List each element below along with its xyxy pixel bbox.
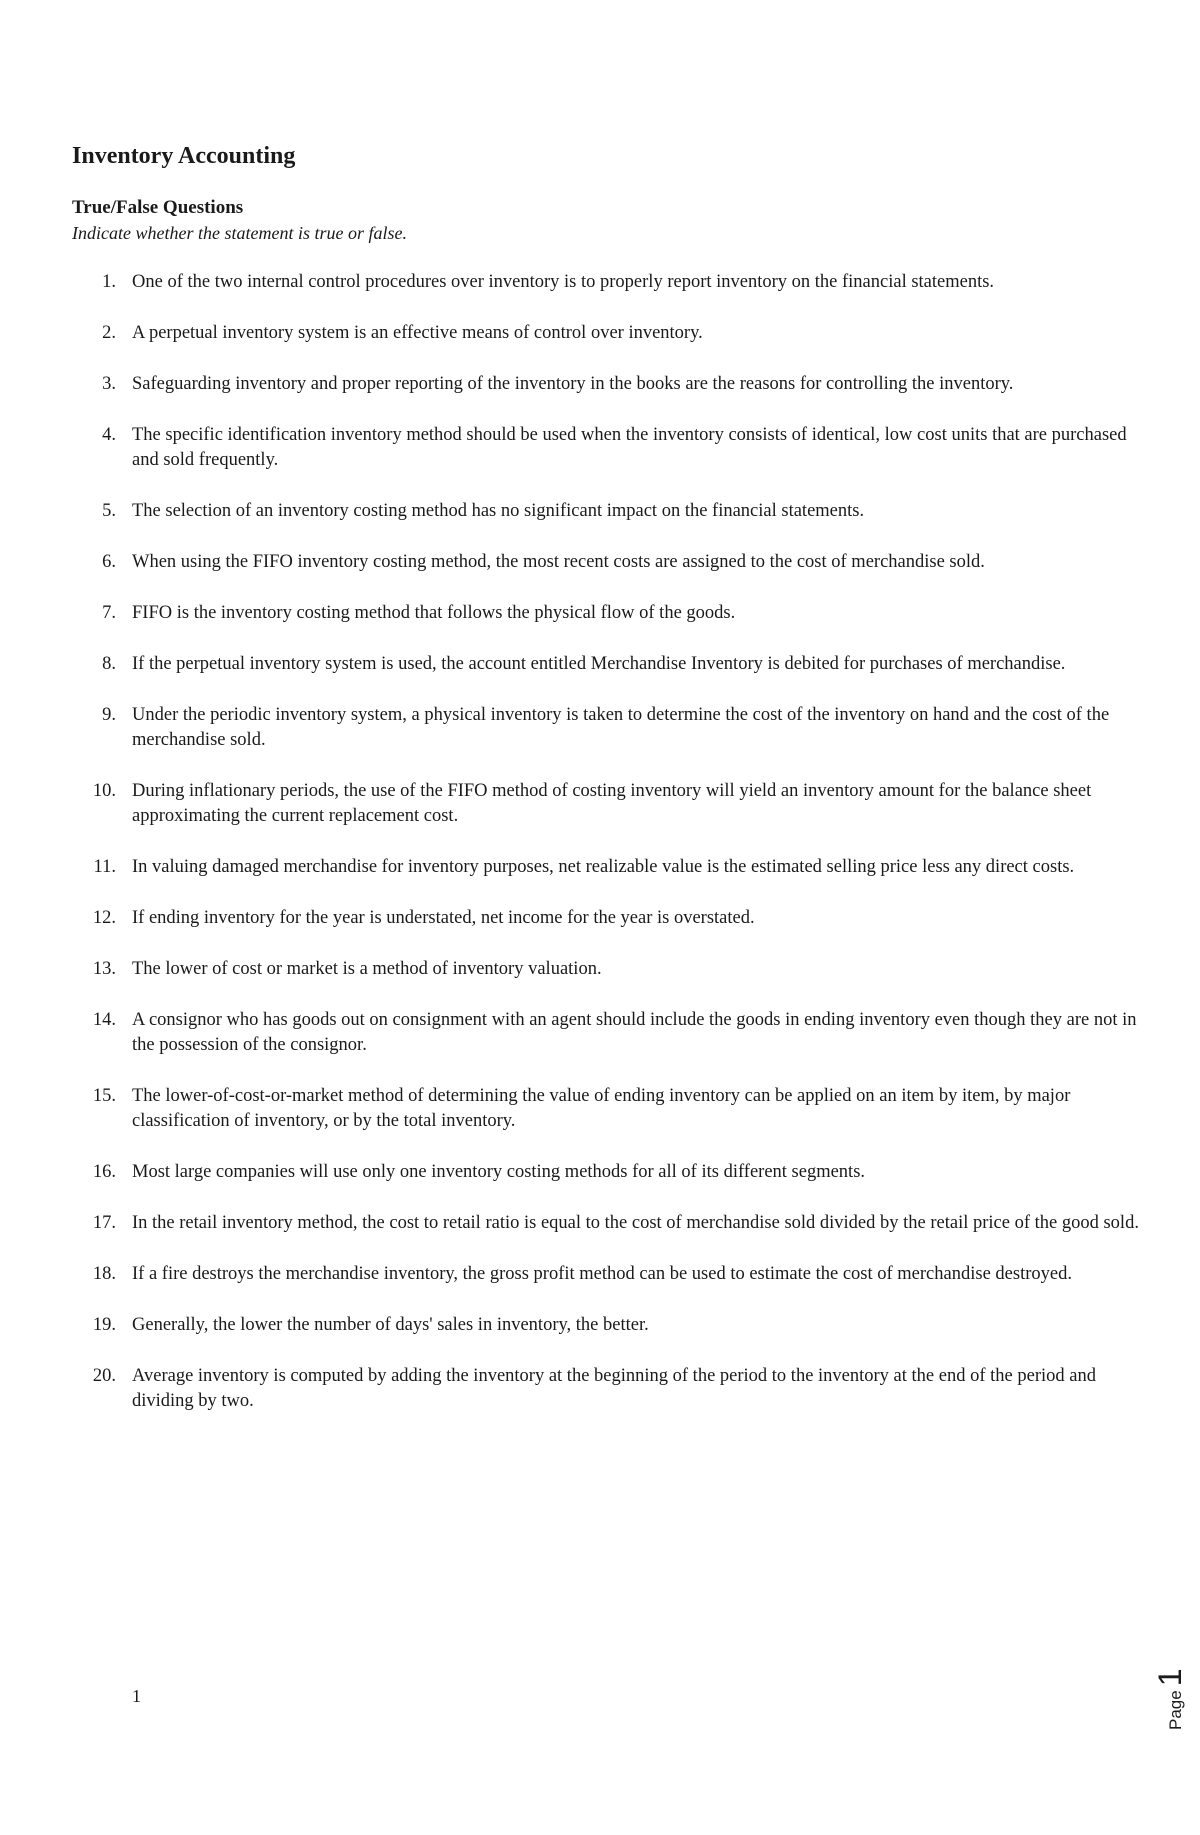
question-item bbox=[72, 1211, 1142, 1236]
question-number: 12. bbox=[92, 908, 116, 928]
question-number: 15. bbox=[92, 1086, 116, 1106]
question-item bbox=[72, 957, 1142, 982]
question-item bbox=[72, 1313, 1142, 1338]
question-text: During inflationary periods, the use of the FIFO method of costing inventory will yield an inventory amount for the balance sheet approximating the current replacement cost. bbox=[132, 781, 1092, 826]
question-number: 10. bbox=[92, 781, 116, 801]
question-item bbox=[72, 1160, 1142, 1185]
question-text: If the perpetual inventory system is used, the account entitled Merchandise Inventory is debited for purchases of merchandise. bbox=[132, 654, 1066, 674]
question-text: The specific identification inventory method should be used when the inventory consists of identical, low cost units that are purchased and sold frequently. bbox=[132, 425, 1127, 470]
question-number: 4. bbox=[102, 425, 116, 445]
side-page-label-group bbox=[1152, 1669, 1189, 1731]
question-text: A consignor who has goods out on consignment with an agent should include the goods in ending inventory even though they are not in the possession of the consignor. bbox=[132, 1010, 1137, 1055]
question-text: FIFO is the inventory costing method that follows the physical flow of the goods. bbox=[132, 603, 736, 623]
question-number: 18. bbox=[92, 1264, 116, 1284]
question-number: 17. bbox=[92, 1213, 116, 1233]
question-number: 9. bbox=[102, 705, 116, 725]
question-text: The selection of an inventory costing method has no significant impact on the financial statements. bbox=[132, 501, 865, 521]
side-page-label: Page bbox=[1166, 1690, 1185, 1730]
question-text: One of the two internal control procedures over inventory is to properly report inventory on the financial statements. bbox=[132, 272, 995, 292]
question-number: 20. bbox=[92, 1366, 116, 1386]
question-number: 8. bbox=[102, 654, 116, 674]
question-number: 2. bbox=[102, 323, 116, 343]
question-item bbox=[72, 1262, 1142, 1287]
question-number: 7. bbox=[102, 603, 116, 623]
question-text: The lower-of-cost-or-market method of determining the value of ending inventory can be applied on an item by item, by major classification of inventory, or by the total inventory. bbox=[132, 1086, 1071, 1131]
question-number: 5. bbox=[102, 501, 116, 521]
question-item bbox=[72, 270, 1142, 295]
question-item bbox=[72, 779, 1142, 829]
question-text: In the retail inventory method, the cost to retail ratio is equal to the cost of merchandise sold divided by the retail price of the good sold. bbox=[132, 1213, 1139, 1233]
side-page-number: 1 bbox=[1152, 1668, 1188, 1687]
side-page-marker bbox=[1140, 1620, 1200, 1730]
question-item bbox=[72, 423, 1142, 473]
question-text: The lower of cost or market is a method of inventory valuation. bbox=[132, 959, 602, 979]
question-item bbox=[72, 1008, 1142, 1058]
question-number: 11. bbox=[93, 857, 116, 877]
footer-page-number: 1 bbox=[132, 1686, 141, 1706]
question-item bbox=[72, 499, 1142, 524]
question-item bbox=[72, 601, 1142, 626]
question-number: 14. bbox=[92, 1010, 116, 1030]
question-list bbox=[72, 270, 1142, 1440]
question-item bbox=[72, 855, 1142, 880]
instructions-text: Indicate whether the statement is true or false. bbox=[72, 223, 407, 243]
section-title: True/False Questions bbox=[72, 197, 244, 218]
document-title: Inventory Accounting bbox=[72, 143, 296, 169]
question-text: A perpetual inventory system is an effective means of control over inventory. bbox=[132, 323, 703, 343]
question-item bbox=[72, 1084, 1142, 1134]
question-text: Safeguarding inventory and proper reporting of the inventory in the books are the reasons for controlling the inventory. bbox=[132, 374, 1014, 394]
question-number: 3. bbox=[102, 374, 116, 394]
question-item bbox=[72, 321, 1142, 346]
question-text: If ending inventory for the year is understated, net income for the year is overstated. bbox=[132, 908, 755, 928]
question-text: In valuing damaged merchandise for inventory purposes, net realizable value is the estimated selling price less any direct costs. bbox=[132, 857, 1075, 877]
question-item bbox=[72, 550, 1142, 575]
question-item bbox=[72, 703, 1142, 753]
question-text: Most large companies will use only one inventory costing methods for all of its different segments. bbox=[132, 1162, 866, 1182]
question-item bbox=[72, 906, 1142, 931]
question-item bbox=[72, 372, 1142, 397]
question-number: 13. bbox=[92, 959, 116, 979]
question-text: If a fire destroys the merchandise inventory, the gross profit method can be used to estimate the cost of merchandise destroyed. bbox=[132, 1264, 1072, 1284]
question-number: 16. bbox=[92, 1162, 116, 1182]
question-number: 19. bbox=[92, 1315, 116, 1335]
question-item bbox=[72, 652, 1142, 677]
question-text: Generally, the lower the number of days' sales in inventory, the better. bbox=[132, 1315, 649, 1335]
question-number: 1. bbox=[102, 272, 116, 292]
question-number: 6. bbox=[102, 552, 116, 572]
question-text: When using the FIFO inventory costing method, the most recent costs are assigned to the cost of merchandise sold. bbox=[132, 552, 985, 572]
question-item bbox=[72, 1364, 1142, 1414]
question-text: Average inventory is computed by adding the inventory at the beginning of the period to the inventory at the end of the period and dividing by two. bbox=[132, 1366, 1096, 1411]
question-text: Under the periodic inventory system, a physical inventory is taken to determine the cost of the inventory on hand and the cost of the merchandise sold. bbox=[132, 705, 1110, 750]
